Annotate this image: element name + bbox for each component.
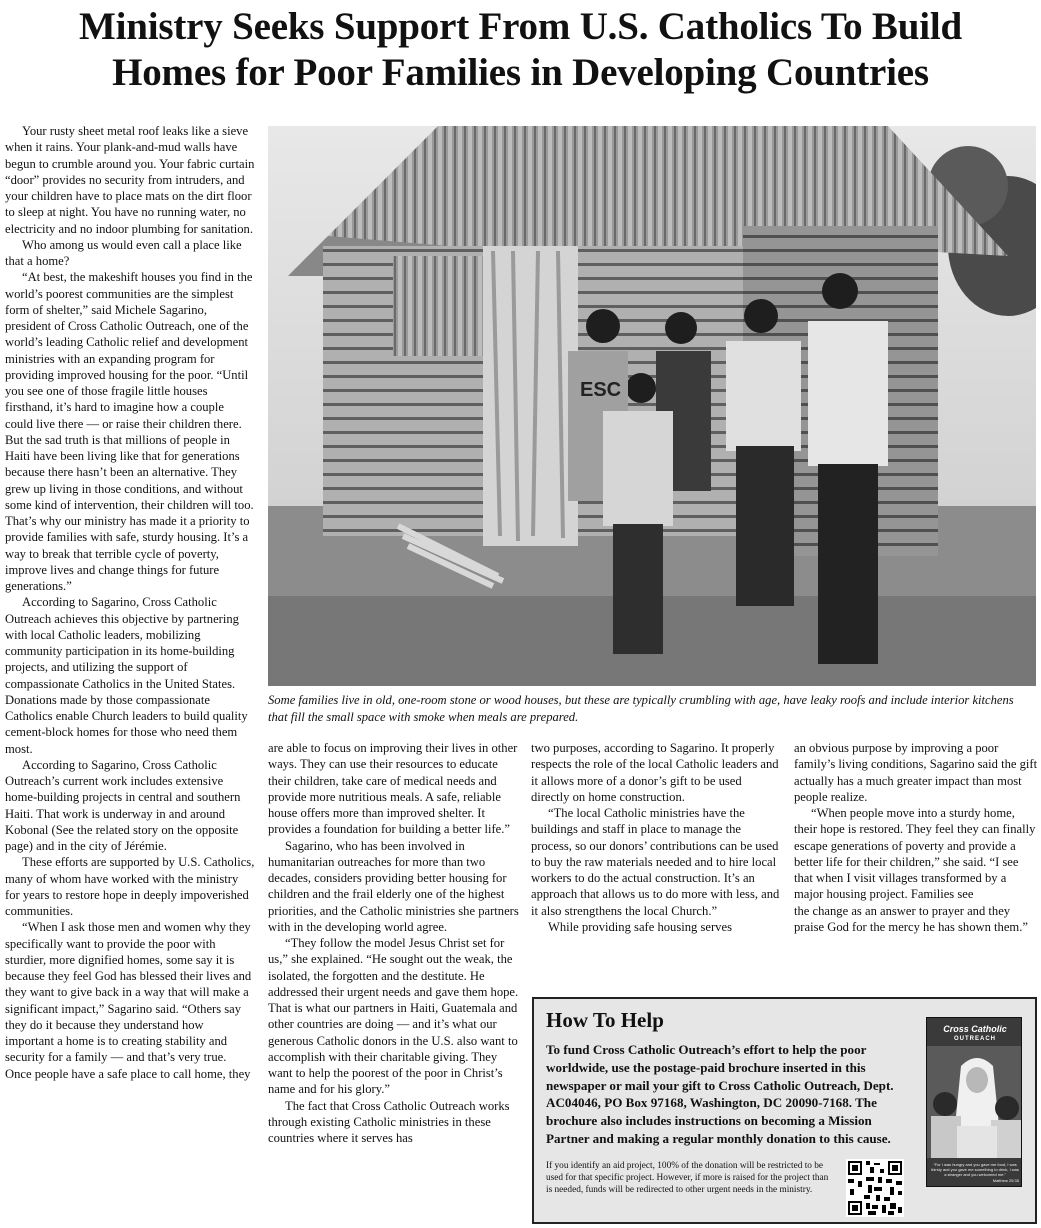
headline-line-2: Homes for Poor Families in Developing Countries xyxy=(112,51,929,94)
brochure-logo-sub: OUTREACH xyxy=(954,1036,996,1042)
qr-code-icon[interactable] xyxy=(846,1159,904,1217)
paragraph: “The local Catholic ministries have the buildings and staff in place to manage the process, so our donors’ contributions can be used to buy the raw materials needed and to hire local workers to do the actual construction. It’s an approach that allows us to do more with less, and it also strengthens the local Church.” xyxy=(531,806,780,918)
brochure-quote-text: “For I was hungry and you gave me food, I was thirsty and you gave me something to drink, I was a stranger and you welcomed me.” xyxy=(931,1162,1019,1177)
brochure-logo xyxy=(927,1024,1022,1044)
family-photo xyxy=(268,126,1036,686)
shirt-text: ESC xyxy=(580,379,622,401)
headline-line-1: Ministry Seeks Support From U.S. Catholics To Build xyxy=(79,5,962,48)
help-body: To fund Cross Catholic Outreach’s effort to help the poor worldwide, use the postage-paid brochure inserted in this newspaper or mail your gift to Cross Catholic Outreach, Dept. AC04046, PO Box 97168, Washington, DC 20090-7168. The brochure also includes instructions on becoming a Mission Partner and making a regular monthly donation to this cause. xyxy=(546,1042,894,1146)
brochure-logo-text: Cross Catholic xyxy=(943,1024,1007,1034)
paragraph: “When I ask those men and women why they specifically want to provide the poor with sturdier, more dignified homes, some say it is because they feel God has blessed their lives and they want to give back in a way that will make a significant impact,” Sagarino said. “Others say they do it because they understand how important a home is to creating stability and security for a family — and that’s very true. Once people have a safe place to call home, they xyxy=(5,920,252,1081)
article-column-1 xyxy=(5,123,255,1082)
paragraph: These efforts are supported by U.S. Catholics, many of whom have worked with the ministry for years to restore hope in deeply impoverished communities. xyxy=(5,855,255,918)
nun-with-children-image xyxy=(927,1046,1022,1158)
article-column-4 xyxy=(794,740,1038,935)
brochure-thumbnail xyxy=(926,1017,1022,1187)
paragraph: According to Sagarino, Cross Catholic Outreach achieves this objective by partnering with local Catholic leaders, mobilizing community participation in its home-building projects, and utilizing the support of compassionate Catholics in the United States. Donations made by those compassionate Catholics enable Church leaders to build quality cement-block homes for those who need them most. xyxy=(5,595,248,756)
paragraph: “When people move into a sturdy home, their hope is restored. They feel they can finally escape generations of poverty and provide a better life for their children,” she said. “I see that when I visit villages transformed by a major housing project. Families see xyxy=(794,806,1036,902)
article-column-2 xyxy=(268,740,522,1146)
paragraph: Your rusty sheet metal roof leaks like a sieve when it rains. Your plank-and-mud walls have begun to crumble around you. Your fabric curtain “door” provides no security from intruders, and your children have to place mats on the dirt floor to sleep at night. You have no running water, no electricity and no indoor plumbing for sanitation. xyxy=(5,124,255,236)
brochure-citation: Matthew 25:35 xyxy=(992,1178,1019,1183)
help-title: How To Help xyxy=(546,1008,664,1032)
paragraph: “They follow the model Jesus Christ set for us,” she explained. “He sought out the weak, the isolated, the forgotten and the destitute. He addressed their urgent needs and gave them hope. That is what our partners in Haiti, Guatemala and other countries are doing — and it’s what our generous Catholic donors in the U.S. also want to accomplish with their charitable giving. They want to help the poorest of the poor in Christ’s name and for his glory.” xyxy=(268,936,519,1097)
paragraph: are able to focus on improving their lives in other ways. They can use their resources to educate their children, take care of medical needs and provide more nutritious meals. A safe, reliable house offers more than improved shelter. It provides a foundation for building a better life.” xyxy=(268,741,518,837)
photo-caption: Some families live in old, one-room stone or wood houses, but these are typically crumbling with age, have leaky roofs and include interior kitchens that fill the small space with smoke when meals are prepared. xyxy=(268,693,1014,724)
paragraph: Sagarino, who has been involved in humanitarian outreaches for more than two decades, considers providing better housing for children and the frail elderly one of the highest priorities, and the Catholic ministries she partners with in the developing world agree. xyxy=(268,838,519,934)
paragraph: The fact that Cross Catholic Outreach works through existing Catholic ministries in these countries where it serves has xyxy=(268,1098,510,1145)
help-fine-print: If you identify an aid project, 100% of the donation will be restricted to be used for that specific project. However, if more is raised for the project than is needed, funds will be redirected to other urgent needs in the ministry. xyxy=(546,1161,829,1195)
article-column-3 xyxy=(531,740,783,935)
paragraph: According to Sagarino, Cross Catholic Outreach’s current work includes extensive home-building projects in central and southern Haiti. That work is underway in and around Kobonal (See the related story on the opposite page) and in the city of Jérémie. xyxy=(5,757,241,853)
headline xyxy=(0,4,1041,96)
paragraph: “At best, the makeshift houses you find in the world’s poorest communities are the simplest form of shelter,” said Michele Sagarino, president of Cross Catholic Outreach, one of the world’s leading Catholic relief and development ministries with an expanding program for providing improved housing for the poor. “Until you see one of those fragile little houses firsthand, it’s hard to imagine how a couple could live there — or raise their children there. But the sad truth is that millions of people in Haiti have been living like that for generations because there hasn’t been an alternative. They grew up living in those conditions, and without some kind of intervention, their children will too. That’s why our ministry has made it a priority to provide families with safe, sturdy housing. It’s a way to break that terrible cycle of poverty, improve lives and change things for future generations.” xyxy=(5,270,254,593)
paragraph: While providing safe housing serves xyxy=(548,919,732,934)
paragraph: Who among us would even call a place like that a home? xyxy=(5,237,242,268)
how-to-help-box xyxy=(532,997,1037,1224)
brochure-quote xyxy=(931,1162,1019,1183)
paragraph: an obvious purpose by improving a poor family’s living conditions, Sagarino said the gift actually has a much greater impact than most people realize. xyxy=(794,741,1038,804)
paragraph: the change as an answer to prayer and they praise God for the mercy he has shown them.” xyxy=(794,903,1028,934)
paragraph: two purposes, according to Sagarino. It properly respects the role of the local Catholic leaders and it allows more of a donor’s gift to be used directly on home construction. xyxy=(531,741,779,804)
